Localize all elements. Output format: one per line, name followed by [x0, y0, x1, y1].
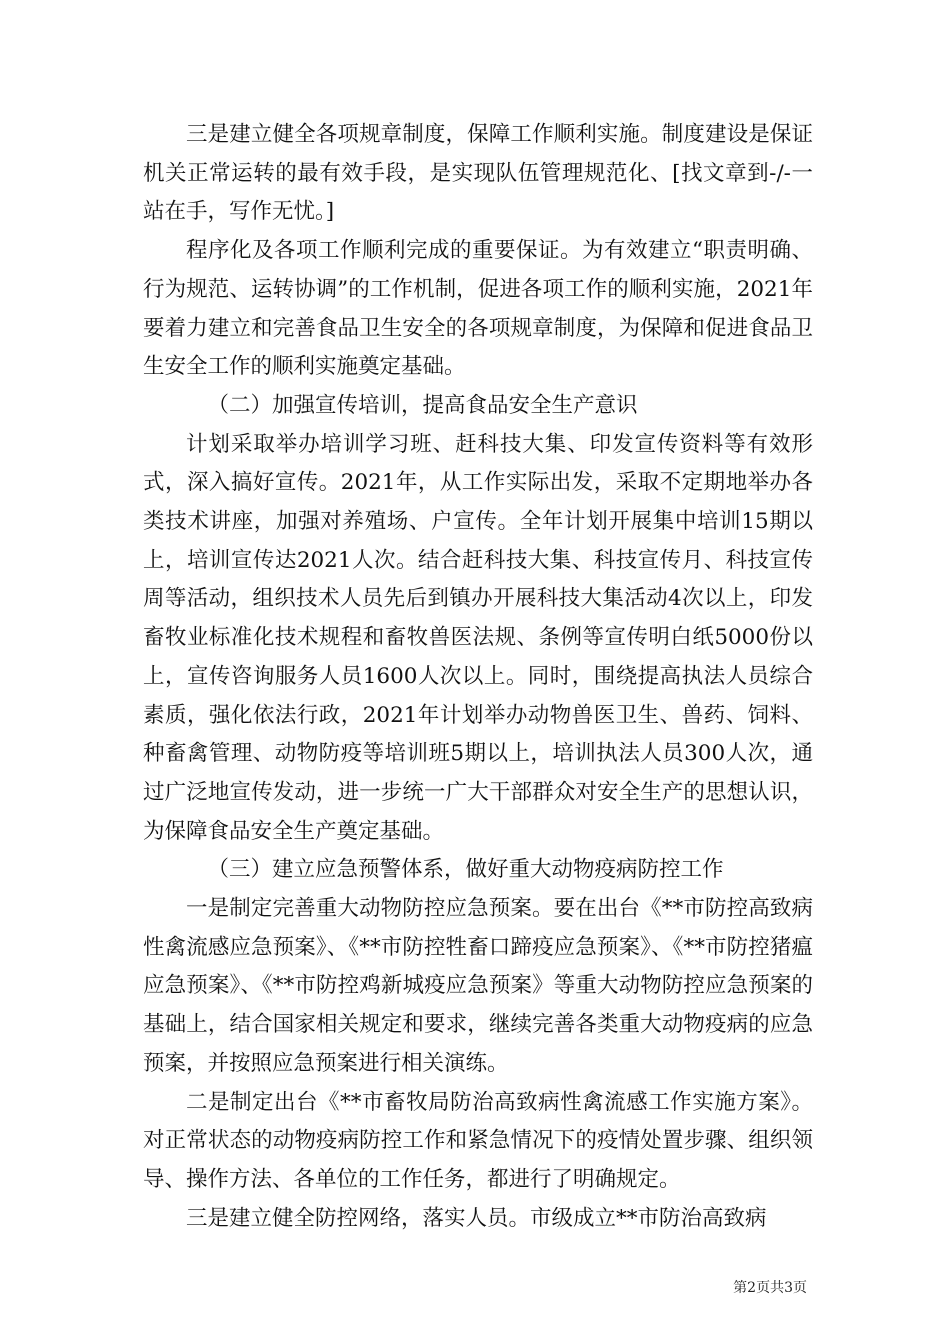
paragraph-implementation-scheme: 二是制定出台《**市畜牧局防治高致病性禽流感工作实施方案》。对正常状态的动物疫病防控工作和紧急情况下的疫情处置步骤、组织领导、操作方法、各单位的工作任务，都进行了明确规定。 [143, 1089, 813, 1192]
paragraph-training-plan: 计划采取举办培训学习班、赶科技大集、印发宣传资料等有效形式，深入搞好宣传。2021年，从工作实际出发，采取不定期地举办各类技术讲座，加强对养殖场、户宣传。全年计划开展集中培训15期以上，培训宣传达2021人次。结合赶科技大集、科技宣传月、科技宣传周等活动，组织技术人员先后到镇办开展科技大集活动4次以上，印发畜牧业标准化技术规程和畜牧兽医法规、条例等宣传明白纸5000份以上，宣传咨询服务人员1600人次以上。同时，围绕提高执法人员综合素质，强化依法行政，2021年计划举办动物兽医卫生、兽药、饲料、种畜禽管理、动物防疫等培训班5期以上，培训执法人员300人次，通过广泛地宣传发动，进一步统一广大干部群众对安全生产的思想认识，为保障食品安全生产奠定基础。 [143, 431, 813, 844]
paragraph-procedures: 程序化及各项工作顺利完成的重要保证。为有效建立“职责明确、行为规范、运转协调”的工作机制，促进各项工作的顺利实施，2021年要着力建立和完善食品卫生安全的各项规章制度，为保障和促进食品卫生安全工作的顺利实施奠定基础。 [143, 238, 813, 380]
paragraph-emergency-plans: 一是制定完善重大动物防控应急预案。要在出台《**市防控高致病性禽流感应急预案》、《**市防控牲畜口蹄疫应急预案》、《**市防控猪瘟应急预案》、《**市防控鸡新城疫应急预案》等重大动物防控应急预案的基础上，结合国家相关规定和要求，继续完善各类重大动物疫病的应急预案，并按照应急预案进行相关演练。 [143, 896, 813, 1076]
page-number: 第2页共3页 [733, 1280, 807, 1296]
paragraph-regulations: 三是建立健全各项规章制度，保障工作顺利实施。制度建设是保证机关正常运转的最有效手段，是实现队伍管理规范化、[找文章到-/-一站在手，写作无忧。] [143, 122, 813, 225]
section-heading-training: （二）加强宣传培训，提高食品安全生产意识 [207, 392, 638, 418]
section-heading-emergency: （三）建立应急预警体系，做好重大动物疫病防控工作 [207, 857, 724, 883]
paragraph-prevention-network: 三是建立健全防控网络，落实人员。市级成立**市防治高致病 [186, 1205, 767, 1231]
document-body [143, 116, 813, 1238]
